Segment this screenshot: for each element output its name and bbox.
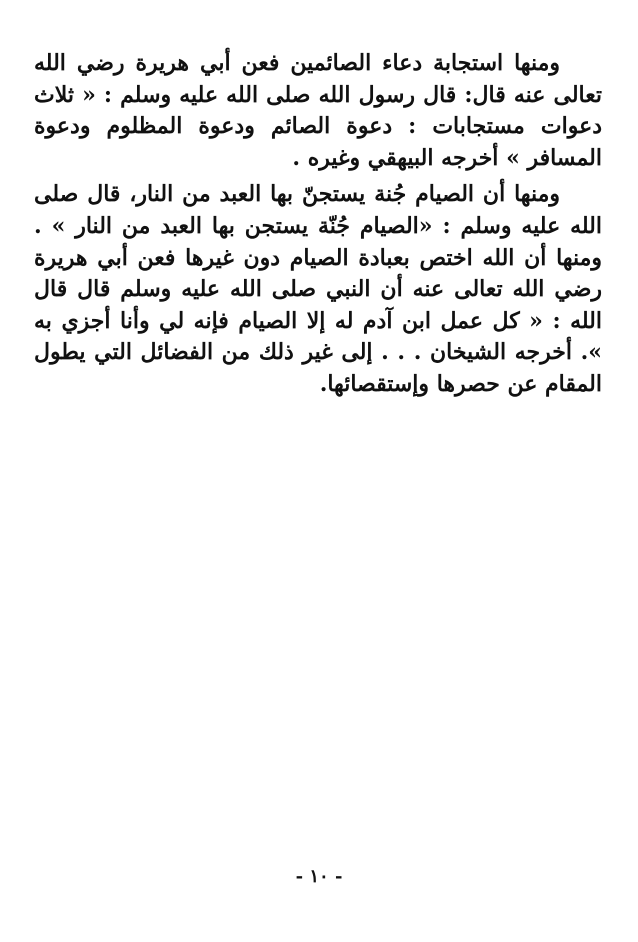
page-number: - ١٠ -	[295, 866, 343, 887]
body-text	[34, 48, 602, 401]
paragraph-fasting-supplication: ومنها استجابة دعاء الصائمين فعن أبي هريرة رضي الله تعالى عنه قال: قال رسول الله صلى الله عليه وسلم : « ثلاث دعوات مستجابات : دعوة الصائم ودعوة المظلوم ودعوة المسافر » أخرجه البيهقي وغيره .	[34, 50, 602, 171]
paragraph-fasting-shield: ومنها أن الصيام جُنة يستجنّ بها العبد من النار، قال صلى الله عليه وسلم : «الصيام جُنّة يستجن بها العبد من النار » . ومنها أن الله اختص بعبادة الصيام دون غيرها فعن أبي هريرة رضي الله تعالى عنه أن النبي صلى الله عليه وسلم قال قال الله : « كل عمل ابن آدم له إلا الصيام فإنه لي وأنا أجزي به ». أخرجه الشيخان . . . إلى غير ذلك من الفضائل التي يطول المقام عن حصرها وإستقصائها.	[34, 181, 602, 397]
